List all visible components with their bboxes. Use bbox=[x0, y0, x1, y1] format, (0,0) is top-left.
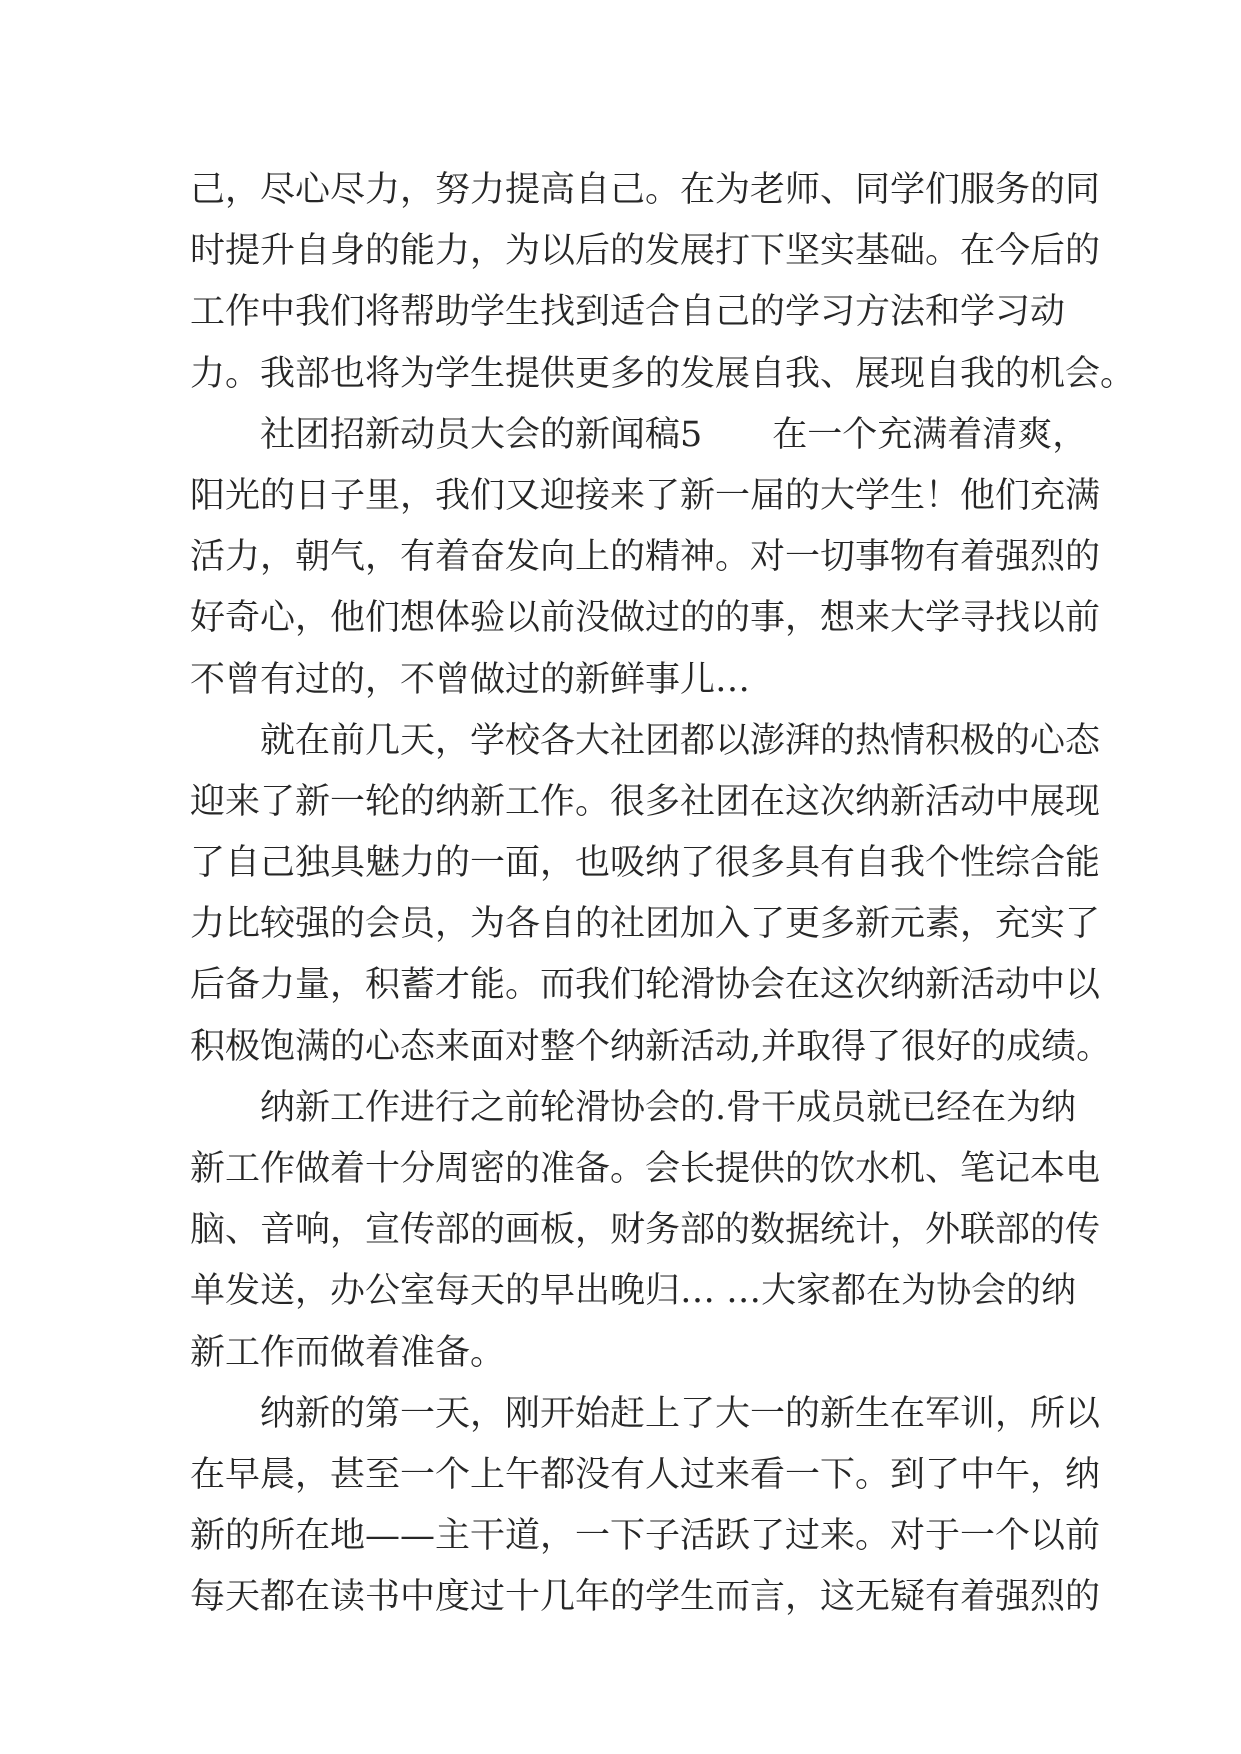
text-line: 在早晨，甚至一个上午都没有人过来看一下。到了中午，纳 bbox=[190, 1454, 1101, 1495]
text-line: 社团招新动员大会的新闻稿5 在一个充满着清爽， bbox=[260, 414, 1088, 455]
text-line: 每天都在读书中度过十几年的学生而言，这无疑有着强烈的 bbox=[190, 1577, 1101, 1618]
text-line: 力。我部也将为学生提供更多的发展自我、展现自我的机会。 bbox=[190, 353, 1136, 394]
text-line: 工作中我们将帮助学生找到适合自己的学习方法和学习动 bbox=[190, 292, 1066, 333]
paragraph bbox=[190, 405, 1101, 711]
text-line: 己，尽心尽力，努力提高自己。在为老师、同学们服务的同 bbox=[190, 170, 1101, 210]
text-line: 就在前几天，学校各大社团都以澎湃的热情积极的心态 bbox=[260, 720, 1101, 761]
text-line: 纳新的第一天，刚开始赶上了大一的新生在军训，所以 bbox=[260, 1393, 1101, 1434]
text-line: 阳光的日子里，我们又迎接来了新一届的大学生！他们充满 bbox=[190, 475, 1101, 516]
text-line: 单发送，办公室每天的早出晚归… …大家都在为协会的纳 bbox=[190, 1271, 1077, 1312]
text-line: 了自己独具魅力的一面，也吸纳了很多具有自我个性综合能 bbox=[190, 843, 1101, 884]
text-line: 不曾有过的，不曾做过的新鲜事儿… bbox=[190, 659, 751, 700]
text-line: 积极饱满的心态来面对整个纳新活动,并取得了很好的成绩。 bbox=[190, 1026, 1112, 1067]
paragraph bbox=[190, 711, 1112, 1078]
text-line: 活力，朝气，有着奋发向上的精神。对一切事物有着强烈的 bbox=[190, 537, 1101, 578]
text-line: 好奇心，他们想体验以前没做过的的事，想来大学寻找以前 bbox=[190, 598, 1101, 639]
paragraph bbox=[190, 1078, 1101, 1384]
text-line: 纳新工作进行之前轮滑协会的.骨干成员就已经在为纳 bbox=[260, 1087, 1077, 1128]
text-line: 迎来了新一轮的纳新工作。很多社团在这次纳新活动中展现 bbox=[190, 781, 1101, 822]
document-body bbox=[190, 160, 1136, 1629]
paragraph bbox=[190, 160, 1136, 405]
text-line: 新工作做着十分周密的准备。会长提供的饮水机、笔记本电 bbox=[190, 1149, 1101, 1189]
text-line: 力比较强的会员，为各自的社团加入了更多新元素，充实了 bbox=[190, 904, 1101, 945]
text-line: 脑、音响，宣传部的画板，财务部的数据统计，外联部的传 bbox=[190, 1210, 1101, 1251]
text-line: 新的所在地——主干道，一下子活跃了过来。对于一个以前 bbox=[190, 1516, 1101, 1557]
text-line: 新工作而做着准备。 bbox=[190, 1332, 506, 1373]
paragraph bbox=[190, 1384, 1101, 1629]
text-line: 后备力量，积蓄才能。而我们轮滑协会在这次纳新活动中以 bbox=[190, 965, 1101, 1006]
text-line: 时提升自身的能力，为以后的发展打下坚实基础。在今后的 bbox=[190, 231, 1101, 272]
